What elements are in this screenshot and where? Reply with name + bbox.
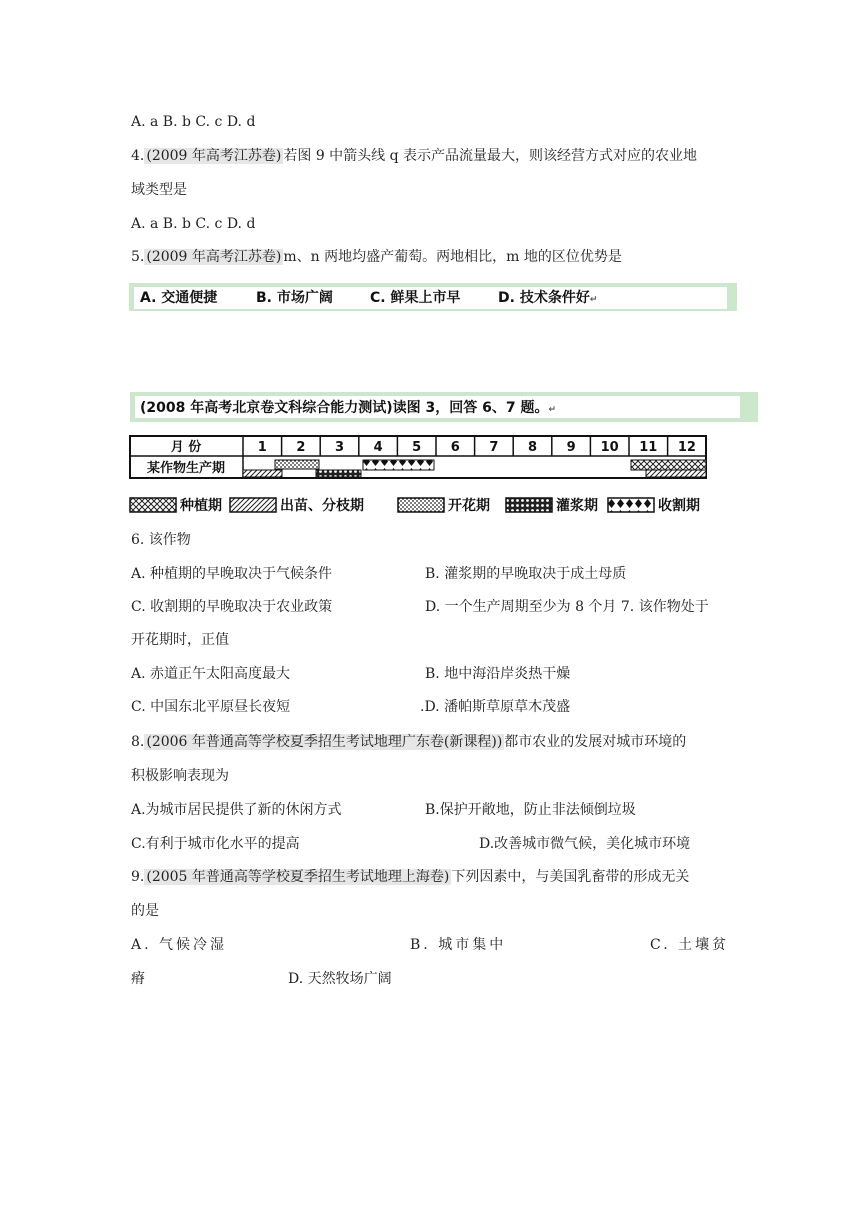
production-row-label: 某作物生产期 bbox=[146, 461, 226, 476]
legend-sprout-swatch bbox=[230, 498, 276, 512]
q9-source: (2005 年普通高等学校夏季招生考试地理上海卷) bbox=[146, 869, 450, 885]
q8-option-c: C.有利于城市化水平的提高 bbox=[131, 836, 300, 852]
q8-option-a: A.为城市居民提供了新的休闲方式 bbox=[131, 802, 342, 818]
q4-options: A. a B. b C. c D. d bbox=[131, 216, 256, 232]
paragraph-mark-icon: ↵ bbox=[589, 295, 598, 305]
q4-text1: 若图 9 中箭头线 q 表示产品流量最大，则该经营方式对应的农业地 bbox=[283, 148, 698, 164]
month-label: 1 bbox=[257, 440, 267, 455]
q4-text2: 域类型是 bbox=[131, 182, 187, 198]
q5-line1 bbox=[131, 248, 622, 266]
month-label: 8 bbox=[527, 440, 538, 455]
paragraph-mark-icon: ↵ bbox=[548, 405, 557, 415]
q9-line1 bbox=[131, 868, 689, 886]
month-label: 6 bbox=[450, 440, 460, 455]
month-label: 2 bbox=[296, 440, 306, 455]
bar-sprout-early bbox=[243, 470, 282, 477]
q7-option-c: C. 中国东北平原昼长夜短 bbox=[131, 699, 291, 715]
q8-option-d: D.改善城市微气候，美化城市环境 bbox=[479, 836, 691, 852]
bar-harvest bbox=[363, 460, 434, 470]
q5-option-a: A. 交通便捷 bbox=[140, 290, 218, 306]
q9-option-c-cont: 瘠 bbox=[131, 971, 145, 987]
passage-banner-text bbox=[140, 399, 556, 419]
legend-flowering: 开花期 bbox=[448, 498, 490, 514]
q8-text1: 都市农业的发展对城市环境的 bbox=[504, 734, 687, 750]
crop-calendar-figure bbox=[128, 434, 728, 524]
q5-source: (2009 年高考江苏卷) bbox=[146, 249, 282, 265]
q8-option-b: B.保护开敞地，防止非法倾倒垃圾 bbox=[425, 802, 636, 818]
bar-grain-filling bbox=[316, 470, 361, 477]
q6-option-b: B. 灌浆期的早晚取决于成土母质 bbox=[425, 566, 627, 582]
q5-text: m、n 两地均盛产葡萄。两地相比，m 地的区位优势是 bbox=[283, 249, 622, 265]
bar-planting bbox=[631, 460, 706, 470]
legend-grain-swatch bbox=[506, 498, 552, 512]
month-label: 12 bbox=[677, 440, 696, 455]
q9-option-d: D. 天然牧场广阔 bbox=[288, 971, 392, 987]
q6-option-c: C. 收割期的早晚取决于农业政策 bbox=[131, 599, 333, 615]
bar-flowering bbox=[275, 460, 319, 469]
month-label: 10 bbox=[600, 440, 619, 455]
passage-instruction: (2008 年高考北京卷文科综合能力测试)读图 3，回答 6、7 题。 bbox=[140, 400, 549, 416]
q5-option-d-text: D. 技术条件好 bbox=[498, 290, 590, 306]
month-label: 3 bbox=[334, 440, 345, 455]
q7-option-d: .D. 潘帕斯草原草木茂盛 bbox=[420, 699, 571, 715]
month-label: 11 bbox=[639, 440, 658, 455]
legend-planting: 种植期 bbox=[180, 498, 222, 514]
legend-grain: 灌浆期 bbox=[556, 498, 598, 514]
legend-harvest: 收割期 bbox=[658, 498, 700, 514]
q9-number: 9. bbox=[131, 869, 145, 885]
legend-harvest-swatch bbox=[608, 498, 654, 512]
legend-flowering-swatch bbox=[398, 498, 444, 512]
q5-number: 5. bbox=[131, 249, 145, 265]
month-label: 5 bbox=[412, 440, 422, 455]
q5-option-c: C. 鲜果上市早 bbox=[370, 290, 461, 306]
q6-stem: 6. 该作物 bbox=[131, 532, 191, 548]
bar-sprout-late bbox=[646, 470, 706, 477]
q6-option-d: D. 一个生产周期至少为 8 个月 7. 该作物处于 bbox=[425, 599, 709, 615]
q8-source: (2006 年普通高等学校夏季招生考试地理广东卷(新课程)) bbox=[146, 734, 503, 750]
q4-line1 bbox=[131, 147, 697, 165]
q5-option-d bbox=[498, 289, 597, 309]
legend-planting-swatch bbox=[130, 498, 176, 512]
month-label: 7 bbox=[489, 440, 499, 455]
q5-option-b: B. 市场广阔 bbox=[256, 290, 333, 306]
q4-number: 4. bbox=[131, 148, 145, 164]
q9-text2: 的是 bbox=[131, 903, 159, 919]
month-label: 4 bbox=[373, 440, 383, 455]
q9-option-b: B. 城市集中 bbox=[410, 937, 507, 953]
q7-option-b: B. 地中海沿岸炎热干燥 bbox=[425, 666, 571, 682]
q9-option-c: C. 土壤贫 bbox=[650, 937, 730, 953]
q3-options: A. a B. b C. c D. d bbox=[131, 114, 256, 130]
q9-option-a: A. 气候冷湿 bbox=[131, 937, 228, 953]
q9-text1: 下列因素中，与美国乳畜带的形成无关 bbox=[451, 869, 690, 885]
q8-text2: 积极影响表现为 bbox=[131, 768, 229, 784]
q6-option-a: A. 种植期的早晚取决于气候条件 bbox=[131, 566, 333, 582]
q7-option-a: A. 赤道正午太阳高度最大 bbox=[131, 666, 291, 682]
q8-line1 bbox=[131, 733, 686, 751]
q8-number: 8. bbox=[131, 734, 145, 750]
q4-source: (2009 年高考江苏卷) bbox=[146, 148, 282, 164]
legend bbox=[130, 497, 700, 514]
legend-sprout: 出苗、分枝期 bbox=[280, 498, 364, 514]
q6-option-d-cont: 开花期时，正值 bbox=[131, 632, 229, 648]
month-header-label: 月 份 bbox=[170, 440, 202, 455]
month-label: 9 bbox=[566, 440, 576, 455]
